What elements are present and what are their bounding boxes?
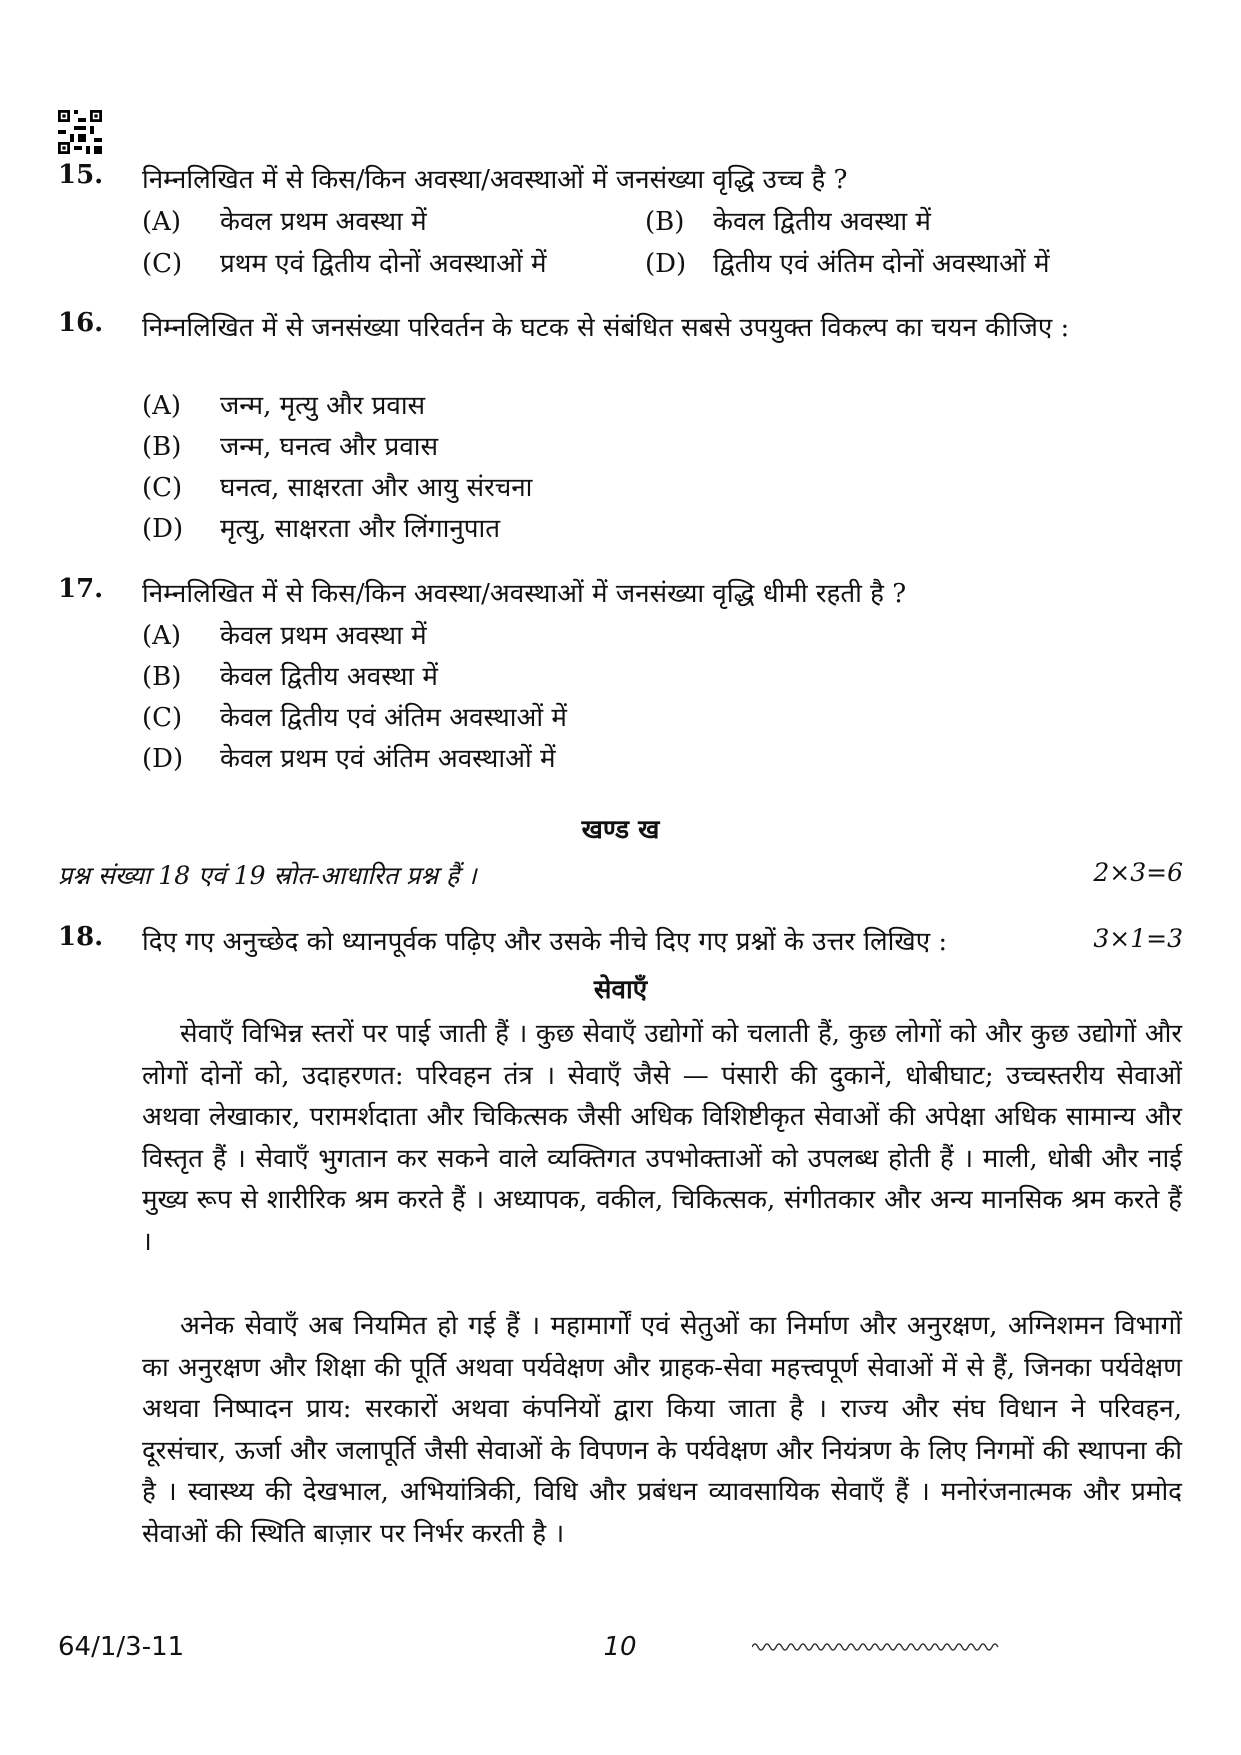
page-number: 10: [603, 1632, 637, 1662]
question-marks-18: 3×1=3: [1093, 924, 1183, 953]
passage-paragraph-1: सेवाएँ विभिन्न स्तरों पर पाई जाती हैं । कुछ सेवाएँ उद्योगों को चलाती हैं, कुछ लोगों को और कुछ उद्योगों और लोगों दोनों को, उदाहरणत: परिवहन तंत्र । सेवाएँ जैसे — पंसारी की दुकानें, धोबीघाट; उच्चस्तरीय सेवाओं अथवा लेखाकार, परामर्शदाता और चिकित्सक जैसी अधिक विशिष्टीकृत सेवाओं की अपेक्षा अधिक सामान्य और विस्तृत हैं । सेवाएँ भुगतान कर सकने वाले व्यक्तिगत उपभोक्ताओं को उपलब्ध होती हैं । माली, धोबी और नाई मुख्य रूप से शारीरिक श्रम करते हैं । अध्यापक, वकील, चिकित्सक, संगीतकार और अन्य मानसिक श्रम करते हैं ।: [142, 1019, 1182, 1257]
option-text: जन्म, घनत्व और प्रवास: [220, 432, 439, 462]
option-letter: (C): [142, 249, 183, 279]
option-letter: (A): [142, 621, 182, 651]
option-letter: (B): [142, 432, 182, 462]
question-text-15: निम्नलिखित में से किस/किन अवस्था/अवस्थाओं में जनसंख्या वृद्धि उच्च है ?: [142, 165, 848, 195]
footer-code: 64/1/3-11: [58, 1632, 185, 1662]
option-letter: (B): [142, 662, 182, 692]
section-title: खण्ड ख: [581, 815, 660, 845]
option-letter: (A): [142, 207, 182, 237]
q15-option-c: [142, 244, 642, 284]
question-number-15: 15.: [58, 160, 104, 190]
option-text: केवल द्वितीय अवस्था में: [220, 662, 438, 692]
section-instruction: प्रश्न संख्या 18 एवं 19 स्रोत-आधारित प्रश्न हैं ।: [58, 861, 477, 890]
question-number-17: 17.: [58, 574, 104, 604]
q17-option-a: [142, 616, 427, 656]
option-letter: (A): [142, 391, 182, 421]
option-text: केवल द्वितीय अवस्था में: [713, 207, 931, 237]
option-text: प्रथम एवं द्वितीय दोनों अवस्थाओं में: [220, 249, 547, 279]
q16-option-d: [142, 509, 500, 549]
qr-code: [58, 110, 102, 154]
option-letter: (B): [645, 207, 685, 237]
q17-option-b: [142, 657, 438, 697]
question-text-18: दिए गए अनुच्छेद को ध्यानपूर्वक पढ़िए और उसके नीचे दिए गए प्रश्नों के उत्तर लिखिए :: [142, 927, 948, 957]
wavy-line-decoration: [752, 1640, 1002, 1654]
question-text-17: निम्नलिखित में से किस/किन अवस्था/अवस्थाओं में जनसंख्या वृद्धि धीमी रहती है ?: [142, 579, 907, 609]
section-marks: 2×3=6: [1093, 858, 1183, 887]
option-letter: (D): [142, 514, 184, 544]
question-text-16: निम्नलिखित में से जनसंख्या परिवर्तन के घटक से संबंधित सबसे उपयुक्त विकल्प का चयन कीजिए :: [142, 313, 1070, 343]
q17-option-d: [142, 739, 556, 779]
option-letter: (C): [142, 473, 183, 503]
option-text: केवल प्रथम अवस्था में: [220, 621, 427, 651]
q16-option-c: [142, 468, 532, 508]
option-letter: (D): [142, 744, 184, 774]
q16-option-b: [142, 427, 438, 467]
option-text: घनत्व, साक्षरता और आयु संरचना: [220, 473, 533, 503]
option-text: द्वितीय एवं अंतिम दोनों अवस्थाओं में: [713, 249, 1050, 279]
option-text: जन्म, मृत्यु और प्रवास: [220, 391, 426, 421]
question-number-16: 16.: [58, 308, 104, 338]
option-text: केवल प्रथम अवस्था में: [220, 207, 427, 237]
option-text: मृत्यु, साक्षरता और लिंगानुपात: [220, 514, 501, 544]
option-text: केवल प्रथम एवं अंतिम अवस्थाओं में: [220, 744, 556, 774]
q16-option-a: [142, 386, 425, 426]
option-text: केवल द्वितीय एवं अंतिम अवस्थाओं में: [220, 703, 567, 733]
passage-title: सेवाएँ: [593, 975, 648, 1005]
passage-paragraph-2: अनेक सेवाएँ अब नियमित हो गई हैं । महामार्गों एवं सेतुओं का निर्माण और अनुरक्षण, अग्निशमन विभागों का अनुरक्षण और शिक्षा की पूर्ति अथवा पर्यवेक्षण और ग्राहक-सेवा महत्त्वपूर्ण सेवाओं में से हैं, जिनका पर्यवेक्षण अथवा निष्पादन प्राय: सरकारों अथवा कंपनियों द्वारा किया जाता है । राज्य और संघ विधान ने परिवहन, दूरसंचार, ऊर्जा और जलापूर्ति जैसी सेवाओं के विपणन के पर्यवेक्षण और नियंत्रण के लिए निगमों की स्थापना की है । स्वास्थ्य की देखभाल, अभियांत्रिकी, विधि और प्रबंधन व्यावसायिक सेवाएँ हैं । मनोरंजनात्मक और प्रमोद सेवाओं की स्थिति बाज़ार पर निर्भर करती है ।: [142, 1311, 1182, 1549]
q17-option-c: [142, 698, 567, 738]
question-number-18: 18.: [58, 922, 104, 952]
q15-option-b: [645, 202, 1165, 242]
q15-option-a: [142, 202, 622, 242]
q15-option-d: [645, 244, 1205, 284]
option-letter: (C): [142, 703, 183, 733]
option-letter: (D): [645, 249, 687, 279]
